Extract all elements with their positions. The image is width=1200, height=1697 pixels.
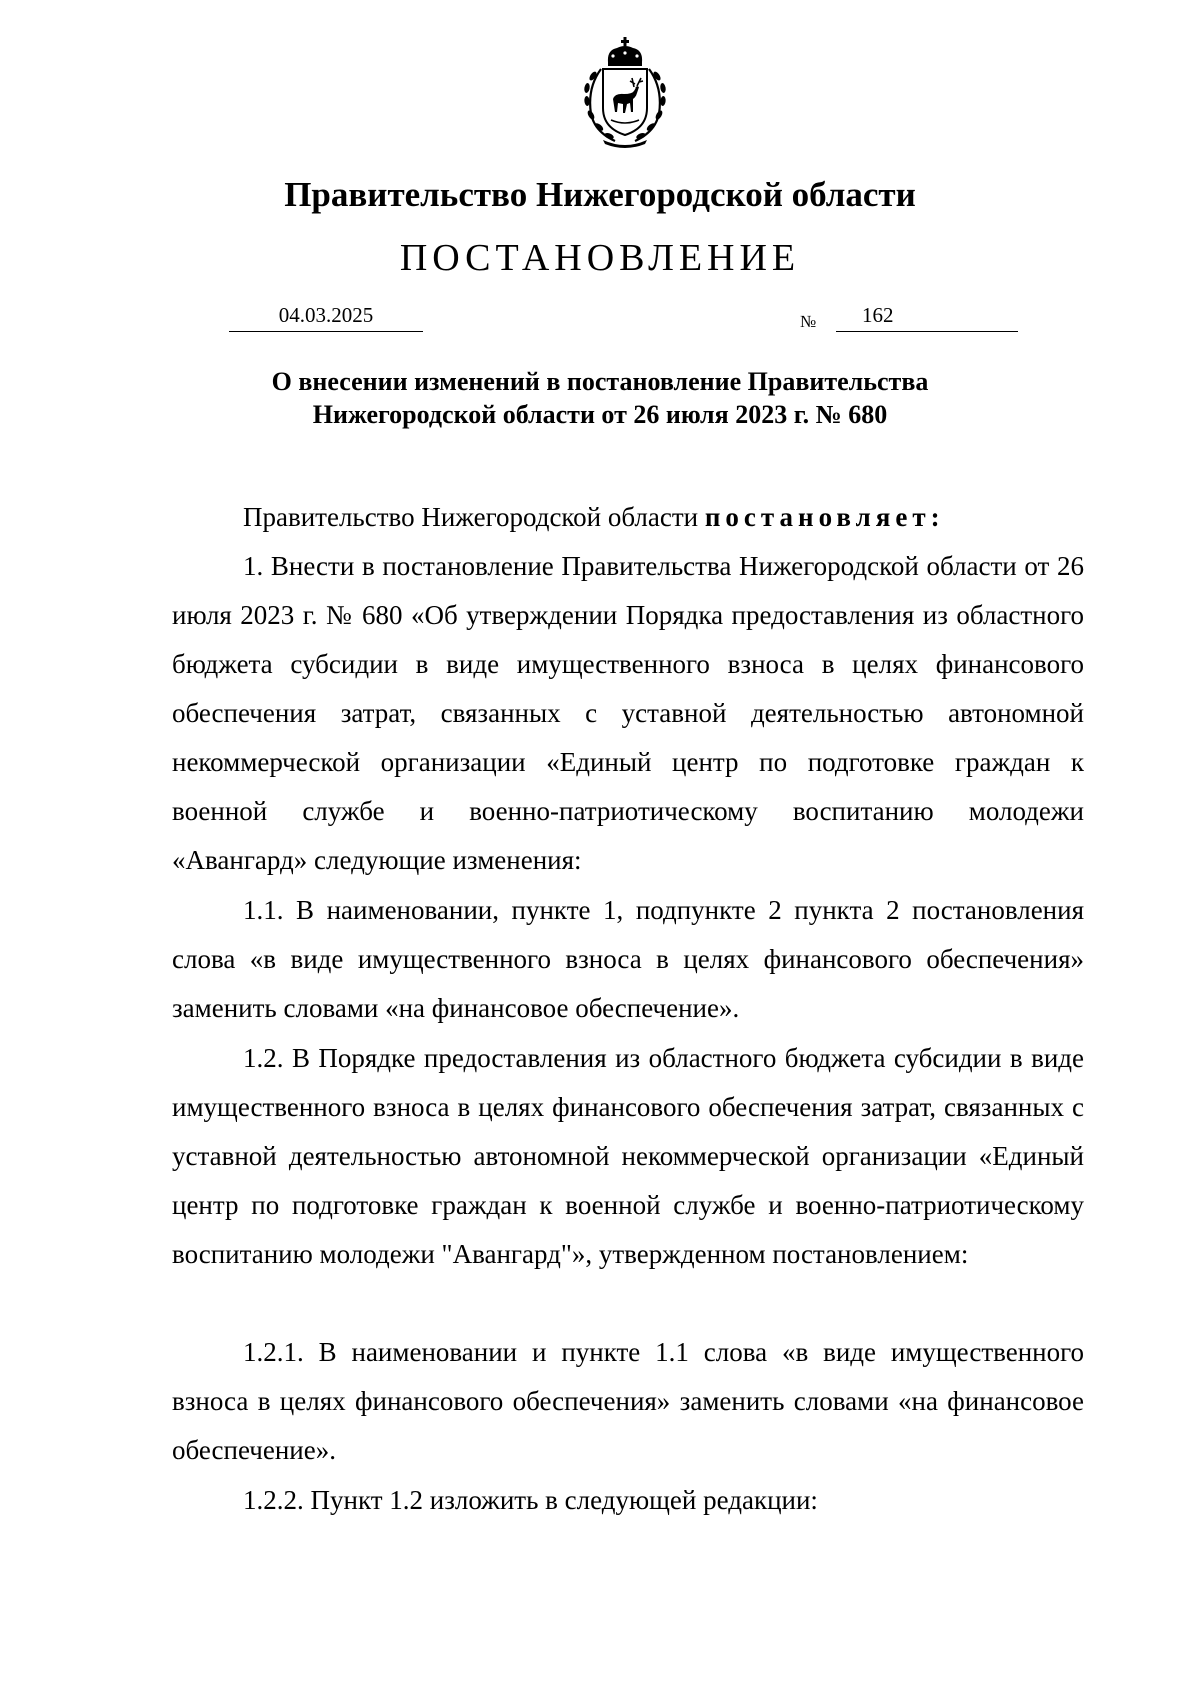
document-date: 04.03.2025 — [229, 301, 423, 332]
subject-line-1: О внесении изменений в постановление Правительства — [271, 367, 929, 396]
paragraph-1-2: 1.2. В Порядке предоставления из областного бюджета субсидии в виде имущественного взноса в целях финансового обеспечения затрат, связанных с уставной деятельностью автономной некоммерческой организации «Единый центр по подготовке граждан к военной службе и военно-патриотическому воспитанию молодежи "Авангард"», утвержденном постановлением: — [172, 1043, 1084, 1269]
number-label: № — [800, 312, 817, 331]
subject-line-2: Нижегородской области от 26 июля 2023 г. № 680 — [312, 400, 888, 429]
document-subject — [0, 365, 1200, 431]
document-type: ПОСТАНОВЛЕНИЕ — [399, 237, 801, 279]
paragraph-1-1: 1.1. В наименовании, пункте 1, подпункте 2 пункта 2 постановления слова «в виде имущественного взноса в целях финансового обеспечения» заменить словами «на финансовое обеспечение». — [172, 895, 1084, 1023]
decision-word: постановляет: — [704, 502, 945, 532]
paragraph-1-2-2: 1.2.2. Пункт 1.2 изложить в следующей редакции: — [243, 1485, 818, 1515]
coat-of-arms-icon — [575, 36, 675, 151]
preamble-line — [172, 493, 1084, 542]
paragraph-1: 1. Внести в постановление Правительства Нижегородской области от 26 июля 2023 г. № 680 «Об утверждении Порядка предоставления из областного бюджета субсидии в виде имущественного взноса в целях финансового обеспечения затрат, связанных с уставной деятельностью автономной некоммерческой организации «Единый центр по подготовке граждан к военной службе и военно-патриотическому воспитанию молодежи «Авангард» следующие изменения: — [172, 551, 1084, 875]
document-number: 162 — [862, 303, 894, 327]
paragraph-1-2-1: 1.2.1. В наименовании и пункте 1.1 слова «в виде имущественного взноса в целях финансового обеспечения» заменить словами «на финансовое обеспечение». — [172, 1337, 1084, 1465]
document-number-field — [836, 301, 1018, 332]
authority-name: Правительство Нижегородской области — [284, 175, 916, 214]
preamble-text: Правительство Нижегородской области — [243, 502, 699, 532]
